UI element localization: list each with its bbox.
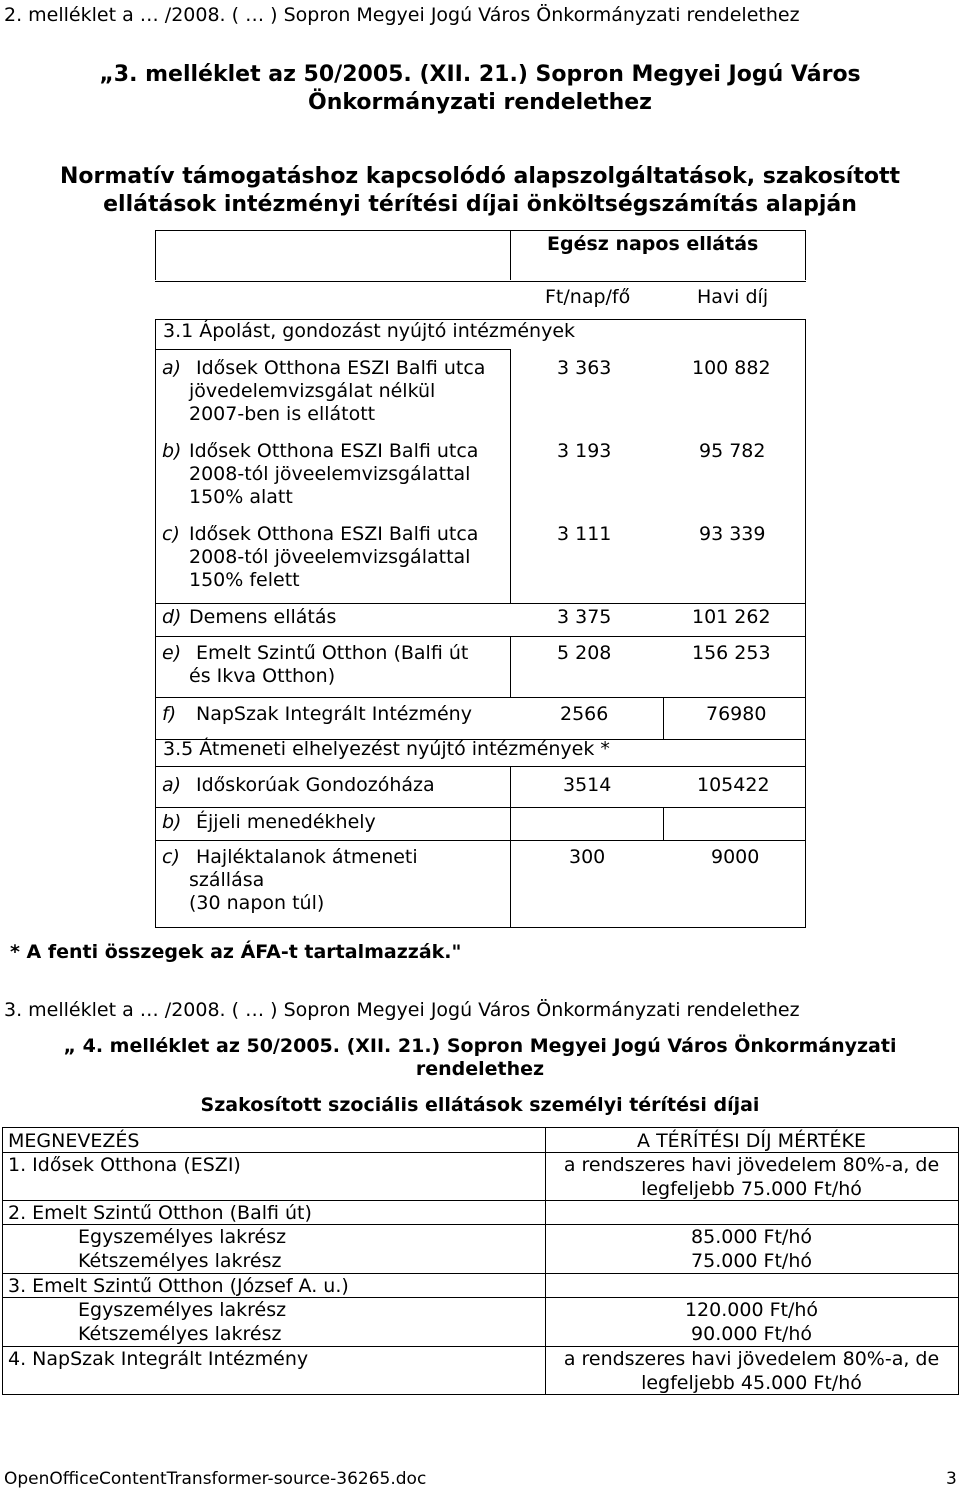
footer-page-number: 3 [946, 1469, 957, 1489]
row-letter: d) [162, 606, 182, 628]
ft-per-day-value: 2566 [560, 703, 609, 725]
row-letter: c) [162, 846, 180, 868]
row-label: (30 napon túl) [189, 892, 325, 914]
row-label: Egyszemélyes lakrész [78, 1226, 287, 1248]
ft-per-day-value: 3514 [563, 774, 612, 796]
vat-footnote: * A fenti összegek az ÁFA-t tartalmazzák." [10, 941, 462, 963]
row-letter: a) [162, 357, 182, 379]
row-label: Hajléktalanok átmeneti [196, 846, 418, 868]
section-3-1-heading: 3.1 Ápolást, gondozást nyújtó intézmények [163, 320, 576, 342]
row-label: 2. Emelt Szintű Otthon (Balfi út) [8, 1202, 312, 1224]
ft-per-day-value: 5 208 [557, 642, 612, 664]
monthly-fee-value: 9000 [711, 846, 760, 868]
section-subtitle-1-line2: ellátások intézményi térítési díjai önköltségszámítás alapján [103, 192, 857, 217]
ft-per-day-value: 3 111 [557, 523, 612, 545]
row-label: Egyszemélyes lakrész [78, 1299, 287, 1321]
footer-filename: OpenOfficeContentTransformer-source-36265.doc [4, 1469, 427, 1489]
fee-value: a rendszeres havi jövedelem 80%-a, de [563, 1154, 940, 1176]
monthly-fee-value: 95 782 [699, 440, 766, 462]
row-label: és Ikva Otthon) [189, 665, 336, 687]
monthly-fee-value: 93 339 [699, 523, 766, 545]
row-label: Éjjeli menedékhely [196, 811, 376, 833]
annex-title-1-line1: „3. melléklet az 50/2005. (XII. 21.) Sopron Megyei Jogú Város [99, 62, 861, 87]
row-label: Emelt Szintű Otthon (Balfi út [196, 642, 469, 664]
section-subtitle-2: Szakosított szociális ellátások személyi térítési díjai [200, 1094, 760, 1116]
col-header-fee-amount: A TÉRÍTÉSI DÍJ MÉRTÉKE [637, 1130, 866, 1152]
row-label: 2008-tól jöveelemvizsgálattal [189, 546, 471, 568]
monthly-fee-value: 101 262 [692, 606, 771, 628]
row-label: 1. Idősek Otthona (ESZI) [8, 1154, 241, 1176]
row-letter: c) [162, 523, 180, 545]
col-header-name: MEGNEVEZÉS [8, 1130, 140, 1152]
row-label: jövedelemvizsgálat nélkül [189, 380, 436, 402]
col-header-monthly-fee: Havi díj [697, 286, 769, 308]
row-label: Idősek Otthona ESZI Balfi utca [189, 523, 479, 545]
monthly-fee-value: 105422 [697, 774, 770, 796]
row-label: 150% felett [189, 569, 300, 591]
row-label: Idősek Otthona ESZI Balfi utca [196, 357, 486, 379]
page-header-2: 3. melléklet a … /2008. ( … ) Sopron Megyei Jogú Város Önkormányzati rendelethez [4, 999, 800, 1021]
ft-per-day-value: 300 [569, 846, 606, 868]
section-3-5-heading: 3.5 Átmeneti elhelyezést nyújtó intézmények * [163, 738, 610, 760]
fee-value: 75.000 Ft/hó [691, 1250, 812, 1272]
row-label: 2007-ben is ellátott [189, 403, 376, 425]
fee-value: a rendszeres havi jövedelem 80%-a, de [563, 1348, 940, 1370]
row-letter: a) [162, 774, 182, 796]
ft-per-day-value: 3 375 [557, 606, 612, 628]
row-letter: b) [162, 440, 182, 462]
row-label: 3. Emelt Szintű Otthon (József A. u.) [8, 1275, 349, 1297]
row-label: szállása [189, 869, 265, 891]
page-header-1: 2. melléklet a … /2008. ( … ) Sopron Megyei Jogú Város Önkormányzati rendelethez [4, 4, 800, 26]
section-subtitle-1-line1: Normatív támogatáshoz kapcsolódó alapszolgáltatások, szakosított [60, 164, 900, 189]
fee-value: legfeljebb 45.000 Ft/hó [641, 1372, 862, 1394]
monthly-fee-value: 76980 [706, 703, 767, 725]
fee-value: 90.000 Ft/hó [691, 1323, 812, 1345]
annex-title-2-line2: rendelethez [415, 1058, 545, 1080]
row-letter: f) [162, 703, 177, 725]
row-letter: b) [162, 811, 182, 833]
fee-value: 120.000 Ft/hó [684, 1299, 819, 1321]
ft-per-day-value: 3 363 [557, 357, 612, 379]
group-header-full-day: Egész napos ellátás [547, 233, 759, 255]
row-letter: e) [162, 642, 182, 664]
row-label: Demens ellátás [189, 606, 337, 628]
row-label: 2008-tól jöveelemvizsgálattal [189, 463, 471, 485]
row-label: Idősek Otthona ESZI Balfi utca [189, 440, 479, 462]
col-header-ft-per-day: Ft/nap/fő [545, 286, 631, 308]
row-label: Kétszemélyes lakrész [78, 1323, 282, 1345]
annex-title-1-line2: Önkormányzati rendelethez [308, 90, 652, 115]
fee-value: 85.000 Ft/hó [691, 1226, 812, 1248]
row-label: Kétszemélyes lakrész [78, 1250, 282, 1272]
monthly-fee-value: 100 882 [692, 357, 771, 379]
row-label: 4. NapSzak Integrált Intézmény [8, 1348, 309, 1370]
row-label: NapSzak Integrált Intézmény [196, 703, 472, 725]
monthly-fee-value: 156 253 [692, 642, 771, 664]
annex-title-2-line1: „ 4. melléklet az 50/2005. (XII. 21.) Sopron Megyei Jogú Város Önkormányzati [63, 1035, 897, 1057]
row-label: Időskorúak Gondozóháza [196, 774, 435, 796]
fee-value: legfeljebb 75.000 Ft/hó [641, 1178, 862, 1200]
row-label: 150% alatt [189, 486, 293, 508]
ft-per-day-value: 3 193 [557, 440, 612, 462]
